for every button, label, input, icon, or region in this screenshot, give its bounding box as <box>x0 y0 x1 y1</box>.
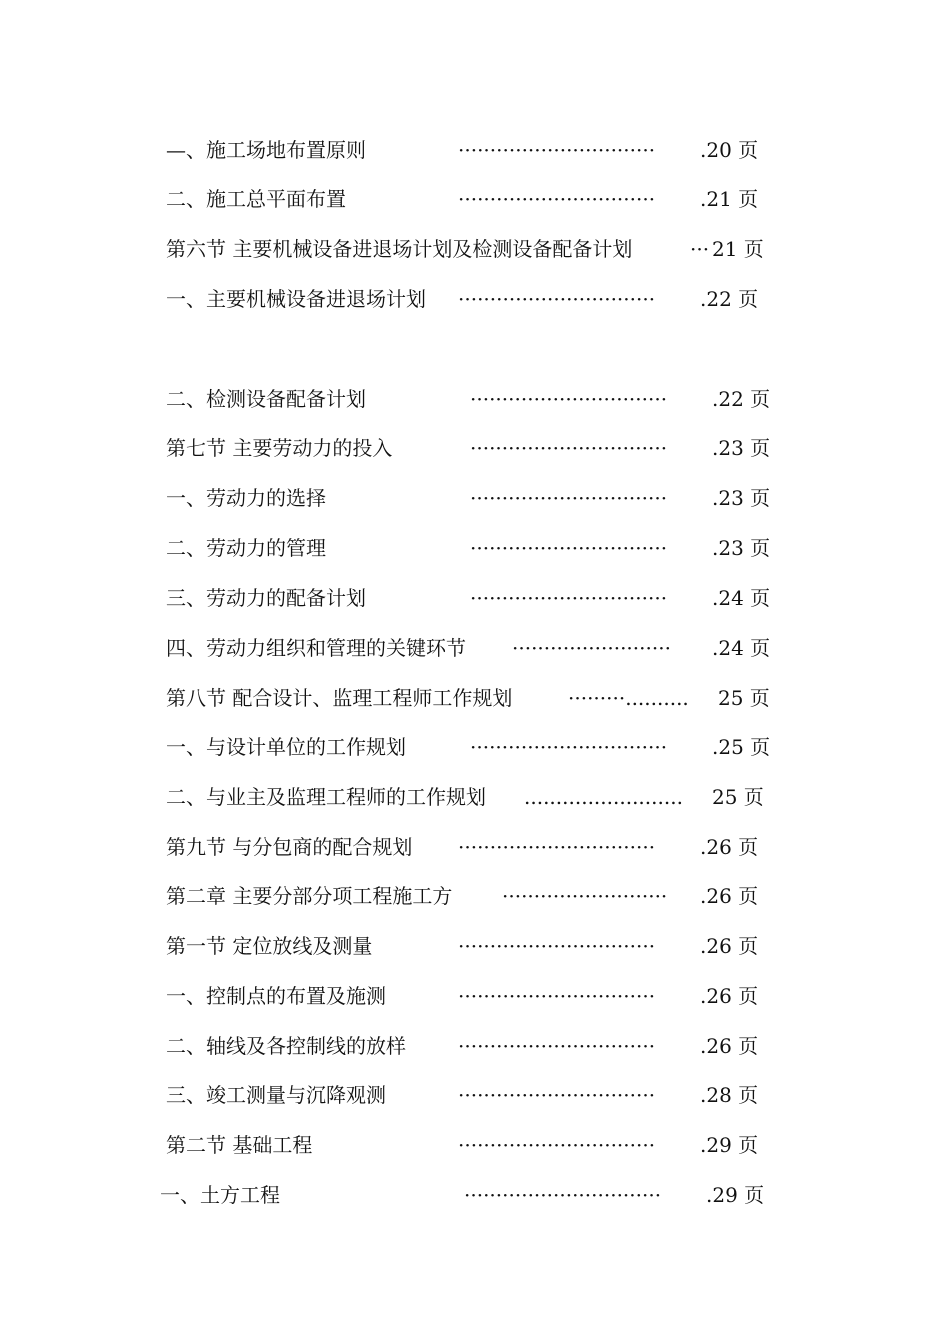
toc-entry-page: .20 页 <box>700 138 759 162</box>
toc-entry-title: 二、施工总平面布置 <box>166 187 346 211</box>
toc-entry-leader: ······························· <box>458 187 656 211</box>
toc-entry-page: .23 页 <box>712 436 771 460</box>
toc-entry-title: 二、轴线及各控制线的放样 <box>166 1034 406 1058</box>
toc-entry-title: 三、竣工测量与沉降观测 <box>166 1083 386 1107</box>
toc-entry-page: .28 页 <box>700 1083 759 1107</box>
toc-entry-leader: ······························· <box>470 735 668 759</box>
toc-entry-page: .24 页 <box>712 636 771 660</box>
toc-entry-leader: ······························· <box>470 586 668 610</box>
toc-entry-page: .23 页 <box>712 486 771 510</box>
toc-entry-leader: ······························· <box>458 138 656 162</box>
toc-entry-leader: ······························· <box>458 984 656 1008</box>
toc-entry-title: 第八节 配合设计、监理工程师工作规划 <box>166 686 513 710</box>
toc-entry-page: .21 页 <box>700 187 759 211</box>
toc-entry-title: 二、劳动力的管理 <box>166 536 326 560</box>
toc-entry-leader: ······························· <box>470 436 668 460</box>
toc-entry-page: .26 页 <box>700 1034 759 1058</box>
toc-entry-title: 二、与业主及监理工程师的工作规划 <box>166 785 486 809</box>
toc-entry-leader: ······························· <box>458 934 656 958</box>
toc-entry-page: .24 页 <box>712 586 771 610</box>
toc-entry-leader: ······························· <box>458 835 656 859</box>
toc-entry-title: 第二节 基础工程 <box>166 1133 313 1157</box>
toc-entry-page: .22 页 <box>712 387 771 411</box>
toc-entry-leader: ······························· <box>458 1083 656 1107</box>
toc-entry-leader: ·························· <box>502 884 668 908</box>
toc-entry-page: .25 页 <box>712 735 771 759</box>
toc-entry-title: 第一节 定位放线及测量 <box>166 934 373 958</box>
toc-entry-title: —、施工场地布置原则 <box>166 138 366 162</box>
toc-entry-leader: ······························· <box>470 536 668 560</box>
toc-entry-page: .22 页 <box>700 287 759 311</box>
toc-entry-page: .26 页 <box>700 884 759 908</box>
toc-entry-leader: ······························· <box>464 1183 662 1207</box>
toc-entry-page: .26 页 <box>700 934 759 958</box>
toc-entry-title: 四、劳动力组织和管理的关键环节 <box>166 636 466 660</box>
toc-entry-leader: ························· <box>512 636 671 660</box>
toc-entry-title: 一、劳动力的选择 <box>166 486 326 510</box>
toc-entry-title: 第九节 与分包商的配合规划 <box>166 835 413 859</box>
toc-entry-page: 25 页 <box>718 686 770 710</box>
toc-entry-title: 第二章 主要分部分项工程施工方 <box>166 884 453 908</box>
toc-entry-title: 二、检测设备配备计划 <box>166 387 366 411</box>
toc-entry-leader: ·········.......... <box>568 686 689 710</box>
toc-entry-title: 一、与设计单位的工作规划 <box>166 735 406 759</box>
toc-entry-page: .26 页 <box>700 835 759 859</box>
toc-entry-title: 一、控制点的布置及施测 <box>166 984 386 1008</box>
toc-entry-page: 25 页 <box>712 785 764 809</box>
toc-entry-leader: ......................... <box>524 785 683 809</box>
toc-entry-leader: ······························· <box>470 486 668 510</box>
toc-entry-title: 三、劳动力的配备计划 <box>166 586 366 610</box>
toc-entry-title: 第六节 主要机械设备进退场计划及检测设备配备计划 <box>166 237 633 261</box>
toc-entry-leader: ··· <box>690 237 710 261</box>
toc-entry-title: 第七节 主要劳动力的投入 <box>166 436 393 460</box>
toc-entry-page: 21 页 <box>712 237 764 261</box>
toc-entry-leader: ······························· <box>458 287 656 311</box>
toc-entry-title: 一、土方工程 <box>160 1183 280 1207</box>
toc-entry-title: 一、主要机械设备进退场计划 <box>166 287 426 311</box>
toc-entry-leader: ······························· <box>458 1133 656 1157</box>
toc-entry-leader: ······························· <box>470 387 668 411</box>
toc-entry-page: .29 页 <box>706 1183 765 1207</box>
toc-entry-page: .29 页 <box>700 1133 759 1157</box>
toc-entry-page: .26 页 <box>700 984 759 1008</box>
toc-entry-leader: ······························· <box>458 1034 656 1058</box>
toc-entry-page: .23 页 <box>712 536 771 560</box>
